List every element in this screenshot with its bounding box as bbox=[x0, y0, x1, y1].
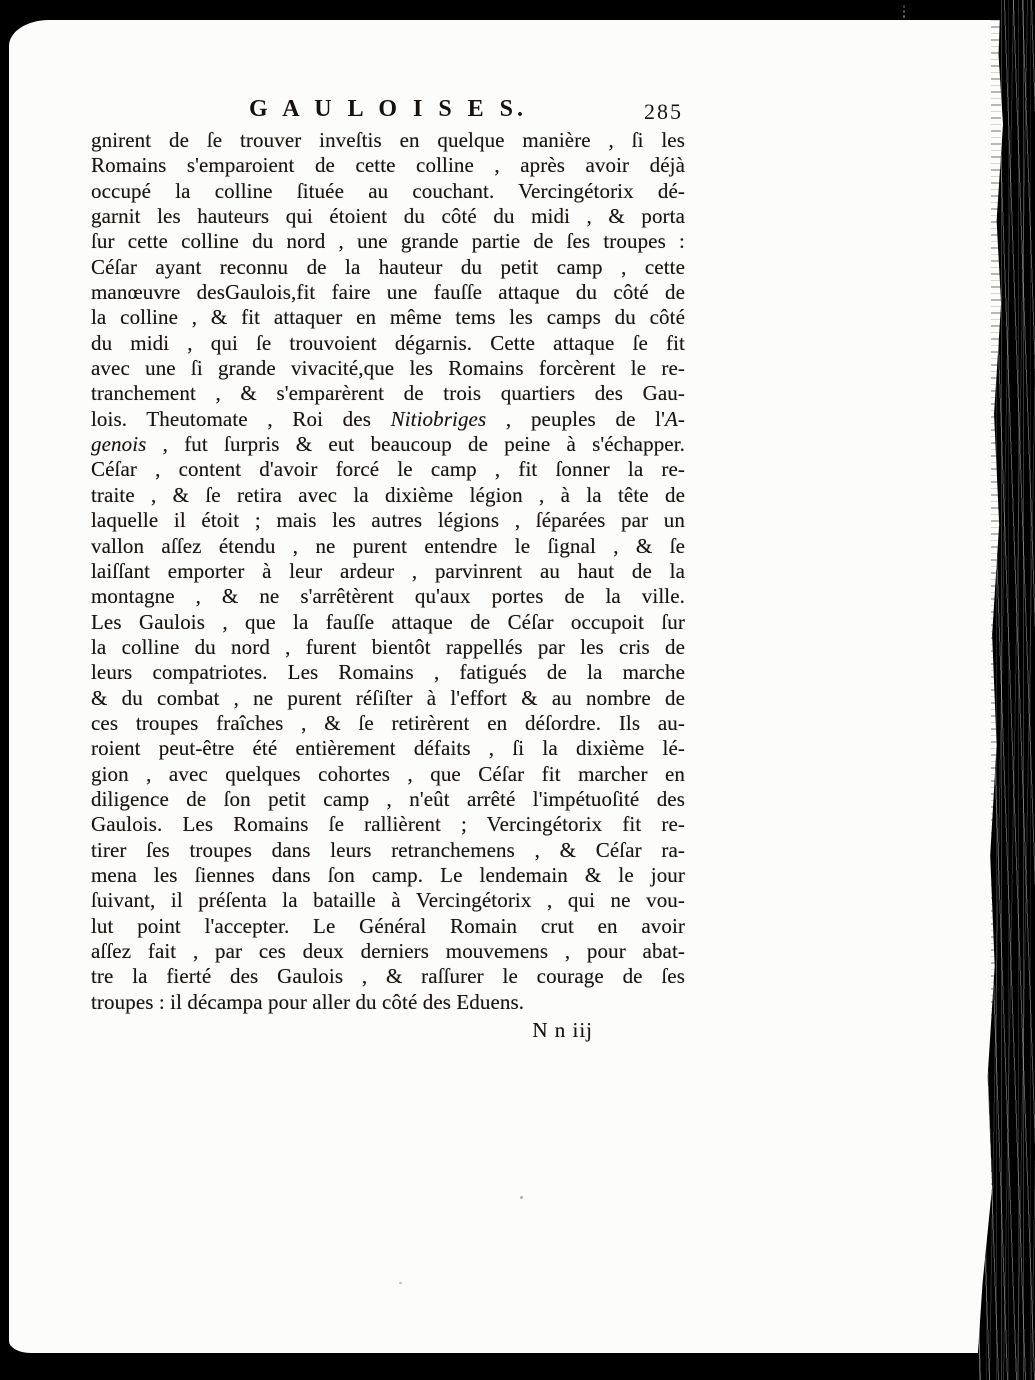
text-line: occupé la colline ſituée au couchant. Vercingétorix dé- bbox=[91, 178, 685, 203]
text-line: & du combat , ne purent réſiſter à l'effort & au nombre de bbox=[91, 685, 685, 710]
text-line: roient peut-être été entièrement défaits , ſi la dixième lé- bbox=[91, 736, 685, 761]
text-line: lois. Theutomate , Roi des Nitiobriges , peuples de l'A- bbox=[91, 406, 686, 431]
text-line: aſſez fait , par ces deux derniers mouvemens , pour abat- bbox=[91, 939, 685, 963]
text-line: diligence de ſon petit camp , n'eût arrêté l'impétuoſité des bbox=[91, 786, 685, 811]
text-line: Les Gaulois , que la fauſſe attaque de Céſar occupoit ſur bbox=[91, 609, 685, 634]
text-line: ſur cette colline du nord , une grande partie de ſes troupes : bbox=[91, 229, 685, 254]
text-line: gnirent de ſe trouver inveſtis en quelque manière , ſi les bbox=[91, 128, 685, 152]
text-line: traite , & ſe retira avec la dixième légion , à la tête de bbox=[91, 482, 685, 507]
scan-speck bbox=[903, 5, 905, 8]
text-line: Romains s'emparoient de cette colline , après avoir déjà bbox=[91, 153, 685, 178]
text-line: ſuivant, il préſenta la bataille à Vercingétorix , qui ne vou- bbox=[91, 888, 685, 913]
text-line: garnit les hauteurs qui étoient du côté du midi , & porta bbox=[91, 204, 685, 229]
text-line: leurs compatriotes. Les Romains , fatigués de la marche bbox=[91, 660, 685, 685]
text-line: ces troupes fraîches , & ſe retirèrent en déſordre. Ils au- bbox=[91, 710, 685, 735]
text-line: troupes : il décampa pour aller du côté des Eduens. bbox=[91, 989, 525, 1014]
running-header bbox=[91, 96, 685, 128]
text-line: la colline , & fit attaquer en même tems les camps du côté bbox=[91, 305, 685, 330]
text-line: Céſar ayant reconnu de la hauteur du petit camp , cette bbox=[91, 254, 685, 279]
page-text-block bbox=[91, 96, 685, 1043]
body-text bbox=[91, 128, 685, 1015]
text-line: du midi , qui ſe trouvoient dégarnis. Cette attaque ſe fit bbox=[91, 330, 685, 355]
text-line: montagne , & ne s'arrêtèrent qu'aux portes de la ville. bbox=[91, 584, 685, 609]
text-line: tranchement , & s'emparèrent de trois quartiers des Gau- bbox=[91, 381, 685, 406]
text-line: manœuvre desGaulois,fit faire une fauſſe attaque du côté de bbox=[91, 280, 685, 305]
page-number: 285 bbox=[644, 99, 683, 124]
text-line: genois , fut ſurpris & eut beaucoup de peine à s'échapper. bbox=[91, 432, 685, 457]
text-line: Céſar , content d'avoir forcé le camp , fit ſonner la re- bbox=[91, 457, 685, 482]
text-line: tre la fierté des Gaulois , & raſſurer le courage de ſes bbox=[91, 964, 685, 989]
text-line: Gaulois. Les Romains ſe rallièrent ; Vercingétorix fit re- bbox=[91, 812, 685, 837]
signature-mark: N n iij bbox=[532, 1018, 593, 1043]
scan-speck bbox=[399, 1282, 402, 1284]
text-line: mena les ſiennes dans ſon camp. Le lendemain & le jour bbox=[91, 862, 685, 887]
text-line: la colline du nord , furent bientôt rappellés par les cris de bbox=[91, 634, 685, 659]
text-line: lut point l'accepter. Le Général Romain crut en avoir bbox=[91, 913, 685, 938]
text-line: tirer ſes troupes dans leurs retranchemens , & Céſar ra- bbox=[91, 837, 685, 862]
text-line: vallon aſſez étendu , ne purent entendre le ſignal , & ſe bbox=[91, 533, 685, 558]
text-line: avec une ſi grande vivacité,que les Romains forcèrent le re- bbox=[91, 356, 685, 381]
text-line: laquelle il étoit ; mais les autres légions , ſéparées par un bbox=[91, 508, 685, 533]
running-header-title: G A U L O I S E S. bbox=[248, 96, 528, 122]
scan-speck bbox=[520, 1196, 523, 1199]
text-line: gion , avec quelques cohortes , que Céſar fit marcher en bbox=[91, 761, 685, 786]
text-line: laiſſant emporter à leur ardeur , parvinrent au haut de la bbox=[91, 558, 685, 583]
